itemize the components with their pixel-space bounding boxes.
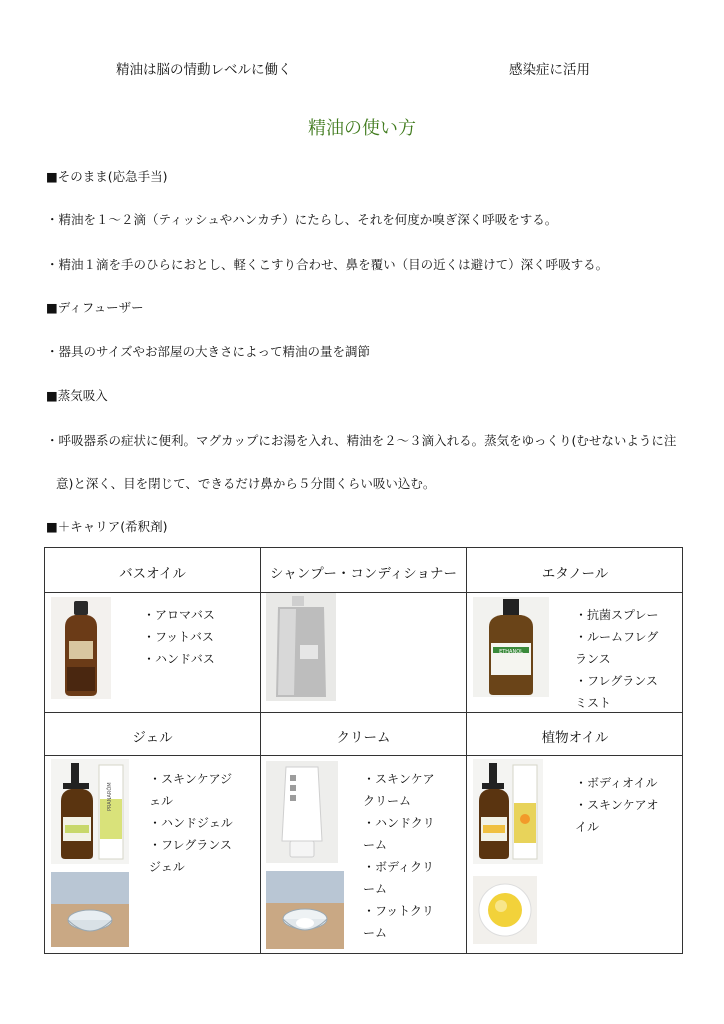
table-header-plant-oil: 植物オイル — [541, 730, 609, 746]
paragraph-line: ・精油を１～２滴（ティッシュやハンカチ）にたらし、それを何度か嗅ぎ深く呼吸をする。 — [46, 212, 558, 227]
paragraph-line: 意)と深く、目を閉じて、できるだけ鼻から５分間くらい吸い込む。 — [56, 476, 436, 491]
paragraph-line: ・呼吸器系の症状に便利。マグカップにお湯を入れ、精油を２～３滴入れる。蒸気をゆっくり(むせないように注 — [46, 433, 677, 448]
gel-bowl-image — [51, 872, 129, 947]
list-item: ・フレグランス — [575, 674, 658, 688]
list-item: ・スキンケア — [363, 772, 435, 786]
list-item: ・スキンケアジ — [149, 772, 233, 786]
section-heading-carrier: ■＋キャリア(希釈剤) — [46, 519, 168, 534]
cream-tube-image — [266, 761, 338, 863]
refill-pouch-image — [266, 593, 336, 701]
table-header-bath-oil: バスオイル — [119, 566, 186, 582]
bath-oil-list — [143, 604, 215, 670]
list-item: ・ボディクリ — [363, 860, 435, 874]
list-item: ・ボディオイル — [575, 776, 658, 790]
list-item: ・ハンドバス — [143, 652, 215, 666]
cream-bowl-image — [266, 871, 344, 949]
list-item: ・フットクリ — [363, 904, 434, 918]
header-right: 感染症に活用 — [509, 62, 590, 78]
list-item: ・ハンドクリ — [363, 816, 435, 830]
list-item: ・ルームフレグ — [575, 630, 659, 644]
section-heading-direct: ■そのまま(応急手当) — [46, 169, 168, 184]
header-left: 精油は脳の情動レベルに働く — [116, 62, 292, 78]
list-item: ・抗菌スプレー — [575, 608, 659, 622]
list-item: ーム — [363, 926, 388, 940]
list-item: ・フレグランス — [149, 838, 232, 852]
plant-oil-dish-image — [473, 876, 537, 944]
plant-oil-list — [575, 772, 659, 838]
section-heading-steam: ■蒸気吸入 — [46, 388, 108, 403]
ethanol-list — [575, 604, 659, 714]
table-header-gel: ジェル — [132, 730, 173, 746]
list-item: イル — [575, 820, 600, 834]
list-item: ・アロマバス — [143, 608, 215, 622]
list-item: ランス — [575, 652, 611, 666]
paragraph-line: ・器具のサイズやお部屋の大きさによって精油の量を調節 — [46, 344, 371, 359]
section-heading-diffuser: ■ディフューザー — [46, 300, 144, 315]
list-item: クリーム — [363, 794, 412, 808]
cream-list — [363, 768, 435, 944]
table-header-cream: クリーム — [336, 730, 391, 746]
list-item: ・ハンドジェル — [149, 816, 233, 830]
list-item: ーム — [363, 838, 388, 852]
gel-product-image — [51, 759, 129, 864]
ethanol-label-text: ETHANOL — [499, 649, 523, 655]
table-header-ethanol: エタノール — [541, 566, 609, 582]
gel-list — [149, 768, 233, 878]
list-item: ・スキンケアオ — [575, 798, 659, 812]
list-item: ミスト — [575, 696, 612, 710]
list-item: ェル — [149, 794, 174, 808]
carrier-table — [44, 547, 683, 954]
list-item: ジェル — [149, 860, 185, 874]
list-item: ーム — [363, 882, 388, 896]
list-item: ・フットバス — [143, 630, 214, 644]
page-title: 精油の使い方 — [308, 118, 416, 139]
paragraph-line: ・精油１滴を手のひらにおとし、軽くこすり合わせ、鼻を覆い（目の近くは避けて）深く呼吸する。 — [46, 257, 609, 272]
plant-oil-product-image — [473, 759, 543, 864]
bath-oil-bottle-image — [51, 597, 111, 699]
pranarom-label: PRANARÔM — [107, 782, 113, 811]
ethanol-bottle-image — [473, 597, 549, 697]
table-header-shampoo: シャンプー・コンディショナー — [270, 566, 457, 582]
